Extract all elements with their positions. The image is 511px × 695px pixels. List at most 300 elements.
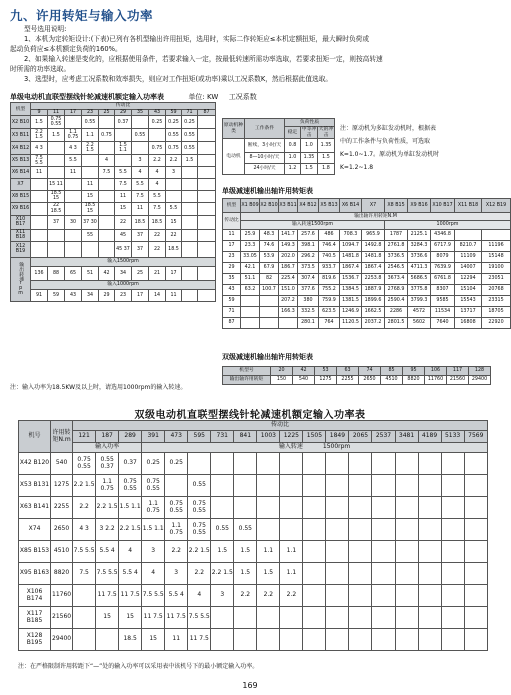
table3-title: 单级减速机输出轴许用转矩表 [222,187,313,195]
t5-model-cell: X106 B174 [19,585,51,607]
t3-torque-cell: 5686.5 [408,274,431,285]
t3-torque-cell: 202.0 [279,252,298,263]
t4-model-cell: 20 [271,367,293,376]
t5-power-cell: 5.5 4 [96,541,119,563]
t3-model-cell: X7 [362,199,385,213]
t5-power-cell [326,519,349,541]
t5-power-cell: 0.55 [188,475,211,497]
t5-power-cell [441,453,464,475]
t1-power-cell: 18.5 [132,215,149,229]
t5-power-cell [326,453,349,475]
t3-torque-cell: 13717 [455,307,482,318]
t5-power-cell [326,607,349,629]
t1-power-cell: 4 [99,155,115,167]
t1-power-cell [99,241,115,257]
t1-ratio-cell: 9 [31,110,48,116]
sf-load-header: 负荷性质 [285,119,335,127]
sf-cell: 0.8 [285,139,301,153]
t1-model-cell: X7 [11,179,31,191]
t1-power-cell: 0.75 0.55 [48,116,65,129]
t1-model-header: 机型 [11,103,31,116]
t3-torque-cell: 1481.8 [362,252,385,263]
t1-power-cell: 4 3 [31,142,48,155]
t5-power-cell: 15 [142,629,165,651]
t3-torque-cell: 8079 [431,252,455,263]
t5-ratio-cell: 841 [234,431,257,443]
t1-power-cell: 5.5 [149,191,166,202]
t5-torque-cell: 11760 [51,585,73,607]
t5-power-cell: 11 7.5 [165,607,188,629]
t5-power-cell [441,607,464,629]
t3-torque-cell: 296.2 [298,252,319,263]
t1-speed-cell [198,289,216,301]
t1-power-cell: 18.5 15 [48,191,65,202]
t5-ratio-cell: 2537 [372,431,395,443]
t1-power-cell: 11 [65,167,82,179]
t5-power-cell [73,585,96,607]
t3-torque-cell [241,318,260,329]
t3-torque-cell: 3284.3 [408,241,431,252]
t3-torque-cell: 1867.4 [340,263,362,274]
t5-power-cell [165,475,188,497]
t5-power-cell [326,563,349,585]
double-stage-torque-table [222,366,491,385]
t5-power-cell [349,519,372,541]
t5-power-cell [395,475,418,497]
t1-power-cell [65,179,82,191]
t5-power-cell [234,607,257,629]
t5-power-cell: 0.75 0.55 [73,453,96,475]
t5-power-cell: 1.1 [280,541,303,563]
t5-power-cell [464,541,487,563]
t1-power-cell [198,155,216,167]
t3-torque-cell: 53.9 [260,252,279,263]
t3-torque-cell: 20768 [482,285,511,296]
t5-power-cell [464,629,487,651]
t1-speed-cell: 59 [48,289,65,301]
t1-ratio-cell: 59 [166,110,182,116]
t1-speed-cell: 136 [31,266,48,280]
t5-power-cell [303,497,326,519]
t1-power-cell [31,241,48,257]
t1-power-cell [198,142,216,155]
intro-p2: 2、如果输入转速是变化的，应根据使用条件，若要求输入一定，按最低转速所需功率选取，若要求扭矩一定，则按高转速 [24,55,383,63]
t1-speed-cell: 43 [65,289,82,301]
service-factor-table [222,118,335,175]
t4-torque-header: 输出轴许用转矩 [223,376,271,385]
t3-torque-header: 输出轴许用转矩N.M [241,213,511,221]
t3-in1500-label: 输入转速1500rpm [241,221,385,230]
t3-model-cell: X6 B14 [340,199,362,213]
t5-torque-cell: 29400 [51,629,73,651]
t3-ratio-cell: 43 [223,285,241,296]
t1-power-cell [82,167,99,179]
t4-model-cell: 53 [315,367,337,376]
t5-power-cell [372,453,395,475]
t1-power-cell [166,179,182,191]
t3-torque-cell: 3736.6 [408,252,431,263]
t3-torque-cell: 1481.8 [340,252,362,263]
t5-power-cell: 18.5 [119,629,142,651]
t4-model-cell: 117 [447,367,469,376]
t4-torque-cell: 8820 [403,376,425,385]
t1-power-cell [31,229,48,241]
t1-power-cell [65,116,82,129]
t4-model-cell: 95 [403,367,425,376]
t3-torque-cell: 11534 [431,307,455,318]
t5-ratio-cell: 473 [165,431,188,443]
t1-power-cell: 18.5 [166,241,182,257]
t1-power-cell [182,215,198,229]
t3-torque-cell: 1120.5 [340,318,362,329]
t3-torque-cell: 398.1 [298,241,319,252]
t1-power-cell: 55 [82,229,99,241]
t5-power-cell: 7.5 5.5 [142,585,165,607]
t1-speed-cell: 14 [149,289,166,301]
t1-speed-cell: 23 [115,289,132,301]
t1-power-cell [115,155,132,167]
t4-model-cell: 85 [381,367,403,376]
sf-heavy-header: 大的冲击 [318,127,334,138]
t3-torque-cell: 1887.9 [362,285,385,296]
t1-power-cell [31,202,48,215]
t3-torque-cell: 3775.8 [408,285,431,296]
t1-power-cell: 37 [132,229,149,241]
t1-power-cell: 37 [48,215,65,229]
t5-power-cell: 1.1 [257,541,280,563]
t3-torque-cell: 42.1 [241,263,260,274]
t5-power-cell [303,453,326,475]
t1-power-cell [99,142,115,155]
t5-power-cell [211,453,234,475]
t1-power-cell [182,229,198,241]
t1-power-cell: 5.5 [166,202,182,215]
t1-power-cell: 11 [31,167,48,179]
t5-power-cell: 1.5 1.1 [119,497,142,519]
t1-speed-cell: 42 [99,266,115,280]
sf-cell: 1.35 [318,139,335,153]
t1-power-cell: 22 [149,241,166,257]
t3-torque-cell: 23.3 [241,241,260,252]
t5-power-cell [349,563,372,585]
t5-speed-label [142,443,488,453]
t4-torque-cell: 540 [293,376,315,385]
table1-note: 注：输入功率为18.5KW及以上时，请选用1000rpm的输入转速。 [10,384,187,391]
t5-power-cell: 2.2 [234,585,257,607]
t3-ratio-cell: 71 [223,307,241,318]
t5-power-cell [234,475,257,497]
t1-power-cell [82,155,99,167]
t1-power-cell [65,229,82,241]
t3-torque-cell [241,307,260,318]
t1-power-cell: 2.2 1.5 [82,142,99,155]
t1-speed-cell [182,289,198,301]
t3-torque-cell: 8307 [431,285,455,296]
t1-ratio-cell: 71 [182,110,198,116]
t5-power-cell [349,453,372,475]
intro-heading: 型号选用说明: [24,25,67,33]
t3-torque-cell: 2125.1 [408,230,431,241]
t3-ratio-cell: 23 [223,252,241,263]
t3-torque-cell: 380 [298,296,319,307]
t5-power-cell: 0.55 [211,519,234,541]
t1-power-cell: 7.5 [115,179,132,191]
t1-power-cell: 0.75 [166,142,182,155]
t5-power-cell [418,541,441,563]
t5-power-cell [464,563,487,585]
t5-power-cell [326,475,349,497]
t4-model-cell: 42 [293,367,315,376]
intro-p1: 1、本机为定转矩设计:(下表)已列有各机型输出许用扭矩，选用时，实际二作转矩应≤本机定额扭矩，最大瞬时负荷或 [24,35,370,43]
t5-power-cell [418,519,441,541]
t5-power-cell [441,541,464,563]
t5-power-cell [441,519,464,541]
t5-power-cell [395,519,418,541]
t3-torque-cell: 3799.3 [408,296,431,307]
t1-power-cell: 4 [132,167,149,179]
t3-model-cell: X3 B11 [279,199,298,213]
t3-torque-cell [260,307,279,318]
t3-model-cell: X11 B18 [455,199,482,213]
t5-power-cell [418,585,441,607]
t1-power-cell: 30 [65,215,82,229]
t1-power-cell [48,241,65,257]
page-number: 169 [242,681,258,690]
t3-torque-cell: 4711.3 [408,263,431,274]
t1-power-cell [31,191,48,202]
sf-prime-mover-header: 原动机种类 [223,119,245,139]
t5-power-cell [234,629,257,651]
t5-power-cell [257,475,280,497]
t1-power-cell [198,202,216,215]
t5-ratio-cell: 391 [142,431,165,443]
t1-model-cell: X10 B17 [11,215,31,229]
t3-torque-cell: 8210.7 [455,241,482,252]
t5-power-cell [211,475,234,497]
t1-power-cell [198,241,216,257]
t3-torque-cell [260,318,279,329]
t1-power-cell: 11 [82,179,99,191]
t4-torque-cell: 150 [271,376,293,385]
t5-power-cell: 2.2 [165,541,188,563]
t5-power-cell: 1.1 0.75 [142,497,165,519]
t1-speed-cell: 34 [115,266,132,280]
table1-unit2: 工况系数 [228,93,257,101]
t1-power-cell: 0.55 [132,129,149,142]
t3-torque-cell: 141.7 [279,230,298,241]
t5-model-cell: X128 B195 [19,629,51,651]
t3-torque-cell: 23051 [482,274,511,285]
t5-power-cell: 1.5 [211,541,234,563]
sf-cell: 1.0 [285,153,301,164]
t3-torque-cell [279,318,298,329]
t3-torque-cell: 1246.9 [340,307,362,318]
t3-ratio-cell: 17 [223,241,241,252]
t1-power-cell: 45 37 [115,241,132,257]
sf-note-line: 中的工作条件与负荷性质，可选取 [340,138,431,145]
t5-power-cell [257,497,280,519]
t5-power-cell [280,497,303,519]
t3-model-cell: X5 B13 [319,199,340,213]
t3-torque-cell: 1492.8 [362,241,385,252]
intro-p1b: 起动负荷应≤本机额定负荷的160%。 [10,45,122,53]
t5-power-cell [349,497,372,519]
t5-power-cell: 0.75 0.55 [188,497,211,519]
t1-power-cell [182,241,198,257]
t5-power-cell [395,497,418,519]
table1-unit: 单位: KW [188,93,219,101]
t1-output-speed-label: 输出转速rpm [11,257,31,301]
t1-power-cell [65,191,82,202]
t1-power-cell: 22 [166,229,182,241]
t4-model-cell: 106 [425,367,447,376]
t5-power-cell: 0.55 0.37 [96,453,119,475]
t5-power-cell: 0.55 [234,519,257,541]
t1-power-cell: 1.5 [48,129,65,142]
t1-power-cell: 7.5 [149,202,166,215]
t3-ratio-cell: 59 [223,296,241,307]
t1-power-cell: 7.5 [99,167,115,179]
t5-power-cell: 3 [211,585,234,607]
t5-power-cell [257,607,280,629]
t5-power-cell: 11 [165,629,188,651]
t5-ratio-cell: 731 [211,431,234,443]
t1-power-cell: 0.55 [182,129,198,142]
t1-power-cell [48,155,65,167]
t3-torque-cell: 1899.6 [362,296,385,307]
t5-power-cell [395,585,418,607]
t5-power-cell [96,629,119,651]
sf-motor-cell: 电动机 [223,139,245,175]
t3-torque-cell: 373.5 [298,263,319,274]
t1-ratio-cell: 87 [198,110,216,116]
t3-model-cell: X2 B10 [260,199,279,213]
t1-power-cell: 3 [166,167,182,179]
t5-power-cell: 0.25 [142,453,165,475]
t5-power-cell [211,607,234,629]
t5-power-cell [349,585,372,607]
t3-torque-cell: 2253.8 [362,274,385,285]
t5-ratio-cell: 1003 [257,431,280,443]
t3-ratio-cell: 11 [223,230,241,241]
t5-power-cell: 7.5 5.5 [188,607,211,629]
t5-power-cell [418,475,441,497]
t1-power-cell: 15 11 [48,179,65,191]
t3-torque-cell: 22920 [482,318,511,329]
t5-power-cell: 2.2 [73,497,96,519]
t1-power-cell: 2.2 1.5 [31,129,48,142]
t1-speed-cell: 21 [149,266,166,280]
t4-model-cell: 74 [359,367,381,376]
t5-ratio-cell: 1849 [326,431,349,443]
t3-torque-cell: 51.1 [241,274,260,285]
t5-power-label: 输入功率 [73,443,142,453]
t3-model-cell: X4 B12 [298,199,319,213]
t5-power-cell: 4 3 [73,519,96,541]
t1-in1000-label: 输入1000rpm [31,280,216,289]
t5-power-cell [326,541,349,563]
sf-note-line: 注：原动机为多缸发动机时，根据表 [340,125,437,132]
t1-power-cell: 0.25 [182,116,198,129]
t5-power-cell [372,607,395,629]
t1-ratio-cell: 17 [65,110,82,116]
t5-power-cell [418,497,441,519]
t5-ratio-cell: 4189 [418,431,441,443]
t5-model-cell: X42 B120 [19,453,51,475]
t1-power-cell [99,229,115,241]
t5-power-cell [280,453,303,475]
t3-torque-cell: 225.4 [279,274,298,285]
t5-power-cell [372,563,395,585]
t5-ratio-cell: 3481 [395,431,418,443]
t1-power-cell: 3 [132,155,149,167]
t1-model-cell: X5 B13 [11,155,31,167]
t5-power-cell [418,563,441,585]
t3-torque-cell: 759.9 [319,296,340,307]
t3-torque-cell: 708.3 [340,230,362,241]
t1-power-cell [82,241,99,257]
t3-torque-cell: 15104 [455,285,482,296]
t3-ratio-cell: 87 [223,318,241,329]
double-stage-power-table [18,420,488,651]
t1-power-cell [198,167,216,179]
t5-power-cell [349,629,372,651]
t3-torque-cell: 11196 [482,241,511,252]
t5-power-cell [73,629,96,651]
t3-torque-cell: 1787 [385,230,408,241]
t5-torque-cell: 540 [51,453,73,475]
t1-power-cell [48,142,65,155]
t5-power-cell: 1.1 [280,563,303,585]
t5-power-cell [234,497,257,519]
t4-torque-cell: 21560 [447,376,469,385]
t1-ratio-cell: 11 [48,110,65,116]
t1-power-cell: 1.1 [82,129,99,142]
t1-speed-cell: 34 [82,289,99,301]
t5-power-cell: 7.5 5.5 [73,541,96,563]
t1-speed-cell: 51 [82,266,99,280]
t1-ratio-cell: 29 [115,110,132,116]
t5-power-cell: 1.1 0.75 [165,519,188,541]
t5-ratio-cell: 121 [73,431,96,443]
t4-model-header: 机型号 [223,367,271,376]
t3-torque-cell: 149.3 [279,241,298,252]
t1-ratio-cell: 25 [99,110,115,116]
t4-torque-cell: 11760 [425,376,447,385]
t1-power-cell: 4 [149,167,166,179]
t5-torque-cell: 2650 [51,519,73,541]
t5-power-cell: 7.5 5.5 [96,563,119,585]
t3-torque-cell: 3736.5 [385,252,408,263]
t5-ratio-cell: 7569 [464,431,487,443]
t5-power-cell [280,629,303,651]
t5-model-cell: X74 [19,519,51,541]
t5-power-cell [349,541,372,563]
t1-power-cell [65,202,82,215]
t1-power-cell: 18.5 [149,215,166,229]
t1-power-cell [99,202,115,215]
t1-power-cell: 7.5 [132,191,149,202]
t5-torque-cell: 4510 [51,541,73,563]
section-title: 九、许用转矩与输入功率 [10,8,154,23]
t3-torque-cell: 14007 [455,263,482,274]
t1-power-cell [99,116,115,129]
t1-power-cell [182,167,198,179]
t3-torque-cell: 9585 [431,296,455,307]
t5-power-cell [211,629,234,651]
t1-model-cell: X12 B19 [11,241,31,257]
t5-power-cell: 5.5 4 [165,585,188,607]
